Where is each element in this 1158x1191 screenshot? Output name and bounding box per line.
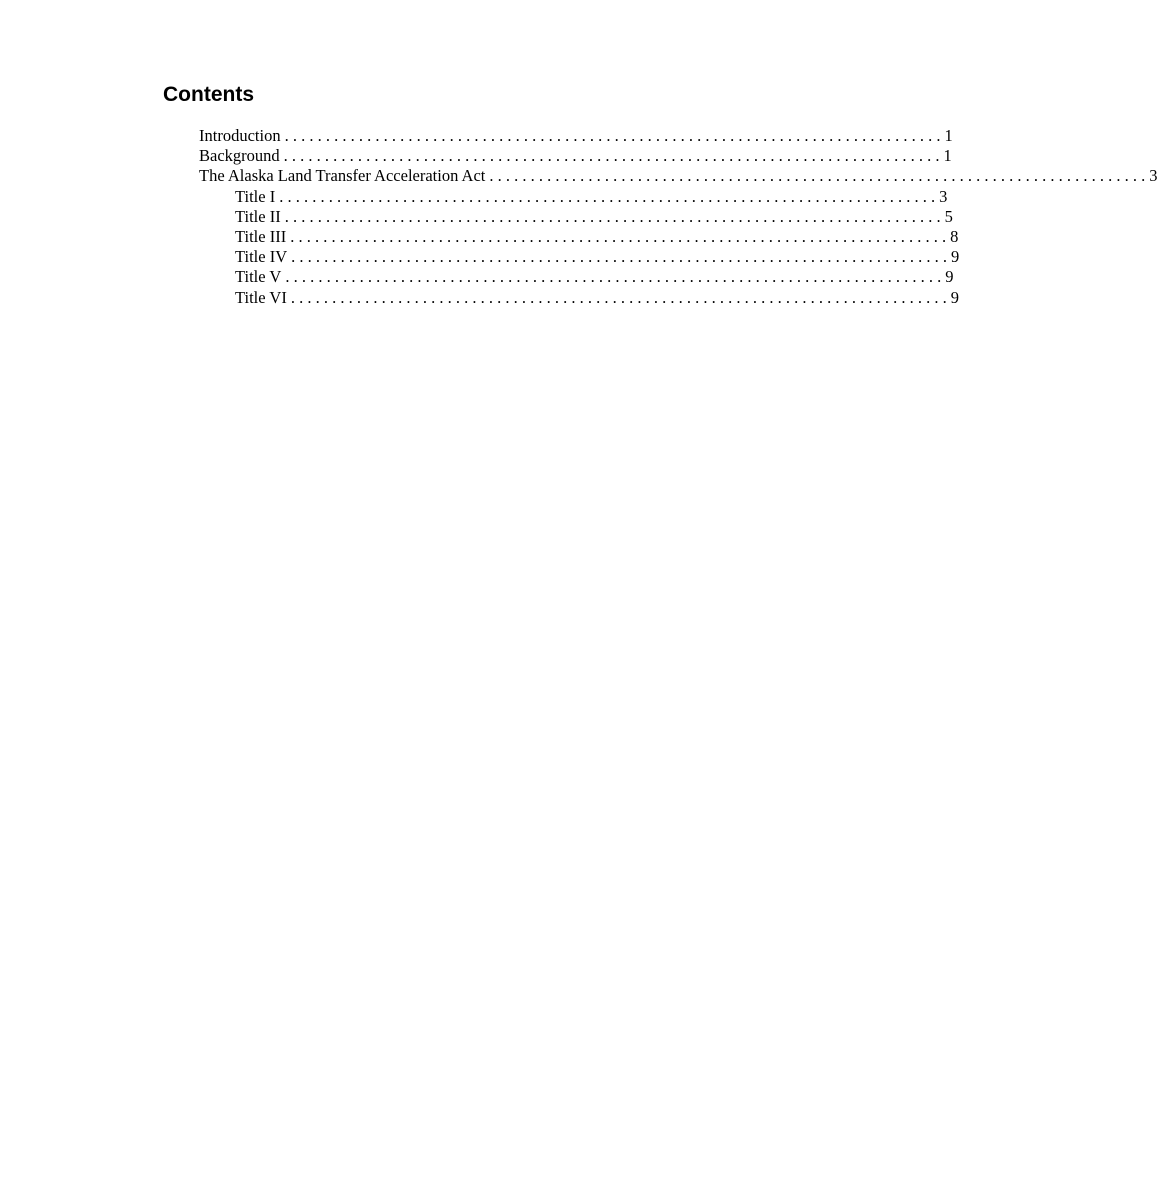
toc-entry-title-v[interactable] <box>199 267 954 287</box>
toc-entry-introduction[interactable] <box>199 126 953 146</box>
toc-entry-page-number: 9 <box>951 247 960 267</box>
dot-leader: . . . . . . . . . . . . . . . . . . . . . . . . . . . . . . . . . . . . . . . . . . . . . . . . . . . . . . . . . . . . . . . . . . . . . . . . . . . . . . . . <box>489 166 1146 186</box>
toc-entry-title-ii[interactable] <box>199 206 953 227</box>
toc-entry-title-i[interactable] <box>199 186 948 207</box>
dot-leader: . . . . . . . . . . . . . . . . . . . . . . . . . . . . . . . . . . . . . . . . . . . . . . . . . . . . . . . . . . . . . . . . . . . . . . . . . . . . . . . . <box>284 126 941 145</box>
dot-leader: . . . . . . . . . . . . . . . . . . . . . . . . . . . . . . . . . . . . . . . . . . . . . . . . . . . . . . . . . . . . . . . . . . . . . . . . . . . . . . . . <box>279 186 936 206</box>
table-of-contents <box>199 126 1158 308</box>
toc-entry-title-iv[interactable] <box>199 247 960 267</box>
contents-heading: Contents <box>163 83 254 106</box>
dot-leader: . . . . . . . . . . . . . . . . . . . . . . . . . . . . . . . . . . . . . . . . . . . . . . . . . . . . . . . . . . . . . . . . . . . . . . . . . . . . . . . . <box>291 247 947 267</box>
toc-entry-title-vi[interactable] <box>199 287 959 308</box>
toc-entry-label: Title I <box>235 186 276 206</box>
dot-leader: . . . . . . . . . . . . . . . . . . . . . . . . . . . . . . . . . . . . . . . . . . . . . . . . . . . . . . . . . . . . . . . . . . . . . . . . . . . . . . . . <box>290 226 947 246</box>
toc-entry-page-number: 1 <box>944 126 953 145</box>
toc-entry-page-number: 3 <box>1149 166 1158 186</box>
toc-entry-page-number: 9 <box>945 267 954 287</box>
toc-entry-page-number: 8 <box>950 226 959 246</box>
toc-entry-title-iii[interactable] <box>199 226 959 247</box>
toc-entry-label: Title IV <box>235 247 288 267</box>
dot-leader: . . . . . . . . . . . . . . . . . . . . . . . . . . . . . . . . . . . . . . . . . . . . . . . . . . . . . . . . . . . . . . . . . . . . . . . . . . . . . . . . <box>290 287 947 307</box>
toc-entry-page-number: 1 <box>943 146 952 166</box>
dot-leader: . . . . . . . . . . . . . . . . . . . . . . . . . . . . . . . . . . . . . . . . . . . . . . . . . . . . . . . . . . . . . . . . . . . . . . . . . . . . . . . . <box>285 267 942 287</box>
toc-entry-label: The Alaska Land Transfer Acceleration Act <box>199 166 486 186</box>
toc-entry-label: Introduction <box>199 126 281 145</box>
toc-entry-page-number: 9 <box>950 287 959 307</box>
toc-entry-page-number: 5 <box>944 206 953 226</box>
toc-entry-label: Title VI <box>235 287 287 307</box>
dot-leader: . . . . . . . . . . . . . . . . . . . . . . . . . . . . . . . . . . . . . . . . . . . . . . . . . . . . . . . . . . . . . . . . . . . . . . . . . . . . . . . . <box>283 146 940 166</box>
toc-entry-page-number: 3 <box>939 186 948 206</box>
toc-entry-label: Title III <box>235 226 287 246</box>
toc-entry-label: Title II <box>235 206 281 226</box>
dot-leader: . . . . . . . . . . . . . . . . . . . . . . . . . . . . . . . . . . . . . . . . . . . . . . . . . . . . . . . . . . . . . . . . . . . . . . . . . . . . . . . . <box>284 206 941 226</box>
toc-entry-label: Title V <box>235 267 282 287</box>
toc-entry-background[interactable] <box>199 146 952 166</box>
toc-entry-label: Background <box>199 146 280 166</box>
toc-entry-alaska-land-transfer-acceleration-act[interactable] <box>199 166 1158 186</box>
